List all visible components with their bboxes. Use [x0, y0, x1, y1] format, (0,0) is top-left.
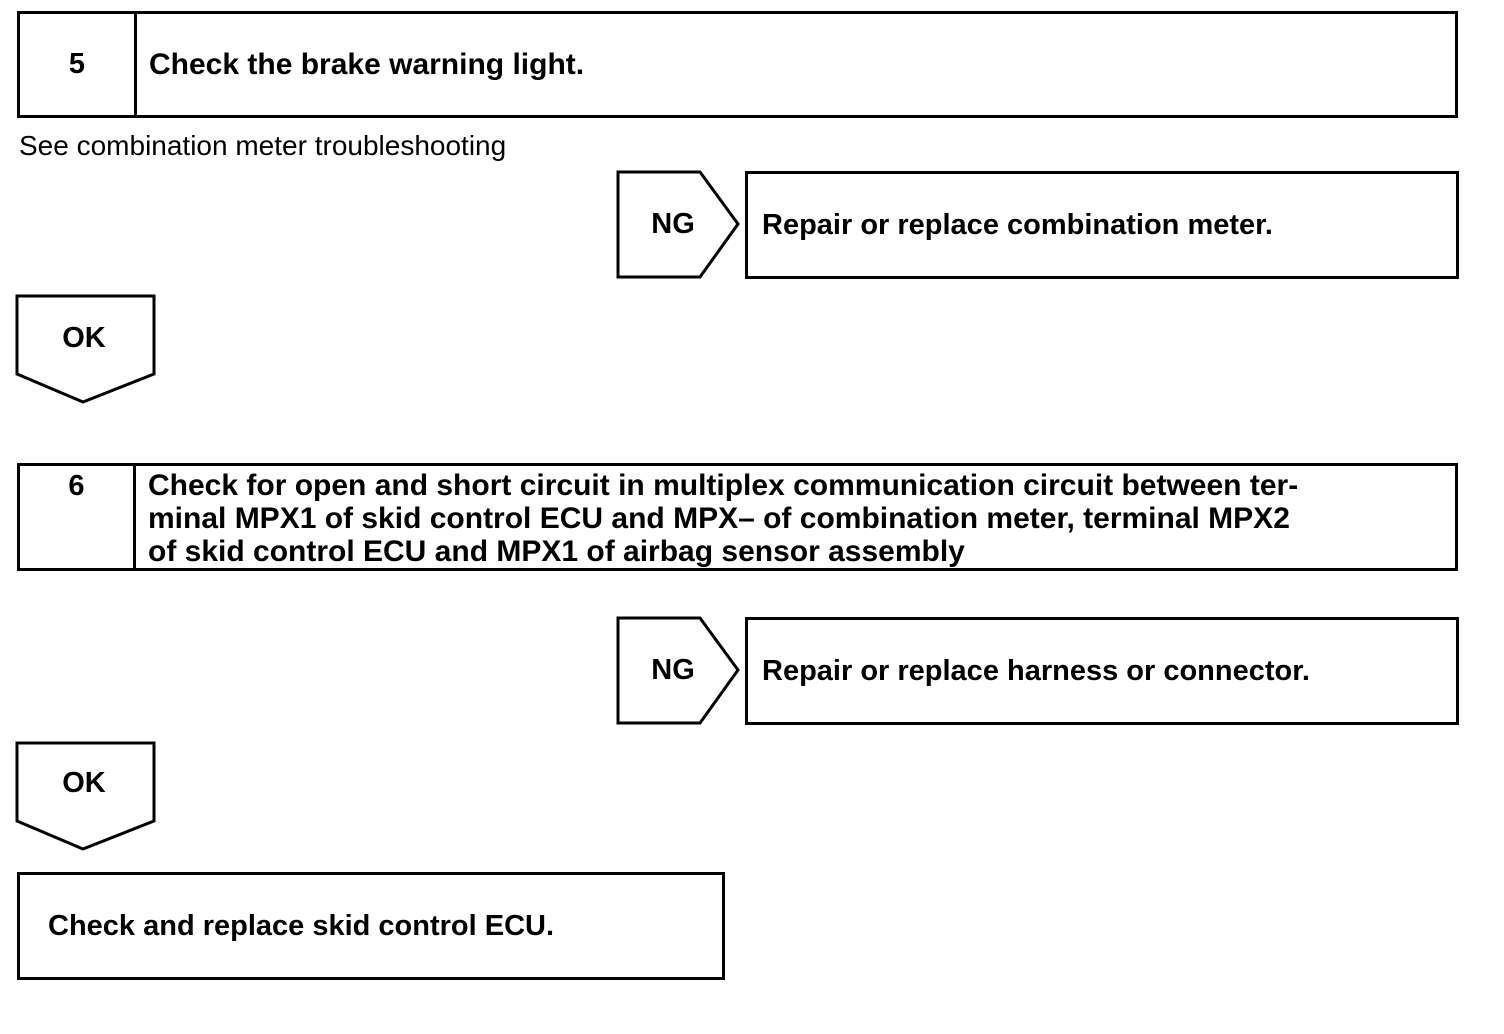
step-6-title-line-2: minal MPX1 of skid control ECU and MPX– of combination meter, terminal MPX2	[148, 502, 1290, 535]
ng-label-step-6: NG	[651, 654, 695, 686]
ng-action-step-5	[745, 171, 1459, 279]
step-6-title	[136, 466, 1316, 568]
ng-label-step-5: NG	[651, 208, 695, 240]
final-action-text: Check and replace skid control ECU.	[48, 909, 555, 942]
step-5-title: Check the brake warning light.	[149, 48, 585, 81]
step-5-box	[17, 11, 1458, 118]
ng-action-step-5-text: Repair or replace combination meter.	[762, 208, 1273, 241]
ok-label-step-5: OK	[62, 322, 106, 354]
ok-label-step-6: OK	[62, 767, 106, 799]
step-6-box	[17, 463, 1458, 571]
ng-action-step-6-text: Repair or replace harness or connector.	[762, 654, 1310, 687]
step-5-note: See combination meter troubleshooting	[19, 130, 507, 161]
ng-action-step-6	[745, 617, 1459, 725]
final-action-box	[17, 872, 725, 980]
step-6-number: 6	[20, 466, 136, 568]
step-6-title-line-3: of skid control ECU and MPX1 of airbag sensor assembly	[148, 535, 965, 568]
step-5-number: 5	[20, 14, 137, 115]
step-6-title-line-1: Check for open and short circuit in multiplex communication circuit between ter-	[148, 469, 1299, 502]
